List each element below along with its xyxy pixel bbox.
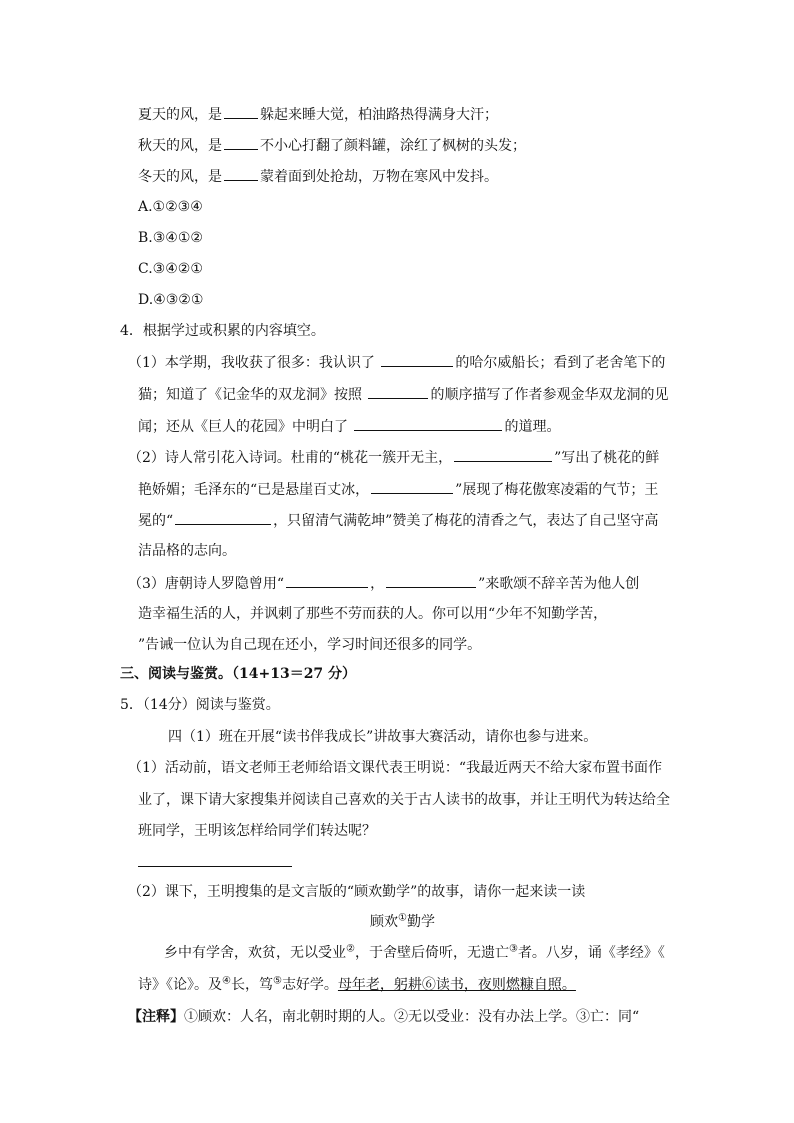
fill-blank[interactable] — [386, 573, 476, 588]
story-title: 顾欢①勤学 — [370, 912, 435, 930]
q5-p1-line3: 班同学，王明该怎样给同学们转达呢？ — [138, 823, 376, 839]
section-heading: 三、阅读与鉴赏。（14+13＝27 分） — [120, 666, 357, 682]
q4-p3-line3: ”告诫一位认为自己现在还小，学习时间还很多的同学。 — [138, 637, 482, 653]
fill-blank[interactable] — [368, 384, 428, 399]
q4-p3-line2: 造幸福生活的人，并讽刺了那些不劳而获的人。你可以用“少年不知勤学苦， — [138, 606, 608, 622]
q4-p2-line4: 洁品格的志向。 — [138, 543, 236, 559]
underlined-sentence: 母年老，躬耕⑥读书，夜则燃糠自照。 — [337, 977, 576, 993]
q4-p2-line3: 冕的“ ，只留清气满乾坤”赞美了梅花的清香之气，表达了自己坚守高 — [138, 510, 658, 531]
option-b[interactable]: B.③④①② — [138, 230, 203, 246]
q4-p3-line1: （3）唐朝诗人罗隐曾用“ ， ”来歌颂不辞辛苦为他人创 — [128, 573, 639, 594]
story-line2: 诗》《论》。及④长，笃⑤志好学。母年老，躬耕⑥读书，夜则燃糠自照。 — [138, 975, 576, 993]
q4-p1-line3: 闻；还从《巨人的花园》中明白了 的道理。 — [138, 416, 560, 437]
fill-blank[interactable] — [224, 104, 258, 119]
note-line: 【注释】①顾欢：人名，南北朝时期的人。②无以受业：没有办法上学。③亡：同“ — [128, 1009, 640, 1025]
q4-p2-line1: （2）诗人常引花入诗词。杜甫的“桃花一簇开无主， ”写出了桃花的鲜 — [128, 447, 659, 468]
answer-line[interactable] — [138, 866, 292, 867]
fill-blank[interactable] — [454, 447, 552, 462]
q3-autumn-line: 秋天的风，是 不小心打翻了颜料罐，涂红了枫树的头发； — [138, 135, 526, 156]
story-line1: 乡中有学舍，欢贫，无以受业②，于舍壁后倚听，无遗亡③者。八岁，诵《孝经》《 — [164, 943, 665, 961]
option-a[interactable]: A.①②③④ — [138, 199, 203, 215]
fill-blank[interactable] — [224, 166, 258, 181]
fill-blank[interactable] — [224, 135, 258, 150]
q4-p1-line2: 猫；知道了《记金华的双龙洞》按照 的顺序描写了作者参观金华双龙洞的见 — [138, 384, 668, 405]
q5-p1-line1: （1）活动前，语文老师王老师给语文课代表王明说：“我最近两天不给大家布置书面作 — [128, 760, 663, 776]
fill-blank[interactable] — [371, 479, 453, 494]
q5-p1-line2: 业了，课下请大家搜集并阅读自己喜欢的关于古人读书的故事，并让王明代为转达给全 — [138, 792, 670, 808]
fill-blank[interactable] — [175, 510, 271, 525]
q4-p1-line1: （1）本学期，我收获了很多：我认识了 的哈尔威船长；看到了老舍笔下的 — [128, 352, 665, 373]
option-d[interactable]: D.④③②① — [138, 292, 204, 308]
fill-blank[interactable] — [381, 352, 453, 367]
option-c[interactable]: C.③④②① — [138, 261, 203, 277]
fill-blank[interactable] — [354, 416, 502, 431]
q5-intro: 四（1）班在开展“读书伴我成长”讲故事大赛活动，请你也参与进来。 — [168, 729, 598, 745]
q4-title: 4．根据学过或积累的内容填空。 — [120, 323, 325, 339]
fill-blank[interactable] — [286, 573, 368, 588]
q3-winter-line: 冬天的风，是 蒙着面到处抢劫，万物在寒风中发抖。 — [138, 166, 498, 187]
q3-summer-line: 夏天的风，是 躲起来睡大觉，柏油路热得满身大汗； — [138, 104, 498, 125]
q5-p2: （2）课下，王明搜集的是文言版的“顾欢勤学”的故事，请你一起来读一读 — [128, 884, 586, 900]
q4-p2-line2: 艳娇媚；毛泽东的“已是悬崖百丈冰， ”展现了梅花傲寒凌霜的气节；王 — [138, 479, 658, 500]
q5-title: 5．（14分）阅读与鉴赏。 — [120, 697, 280, 713]
